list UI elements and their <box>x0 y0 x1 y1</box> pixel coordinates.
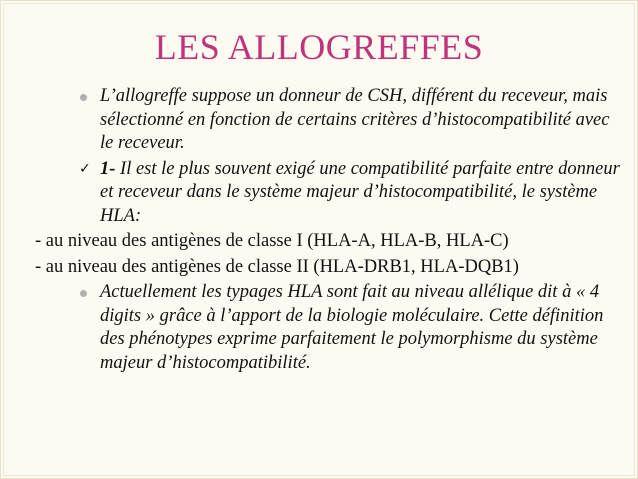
bullet-item-typages <box>79 281 624 375</box>
check-item-text: Il est le plus souvent exigé une compatibilité parfaite entre donneur et receveur dans le système majeur d’histocompatibilité, le système HLA: <box>100 158 620 226</box>
sub-item-text: - au niveau des antigènes de classe I (HLA-A, HLA-B, HLA-C) <box>35 231 509 251</box>
slide-body <box>35 85 624 377</box>
slide-title: LES ALLOGREFFES <box>154 27 484 67</box>
check-item-compatibilite <box>79 158 624 229</box>
sub-item-text: - au niveau des antigènes de classe II (HLA-DRB1, HLA-DQB1) <box>35 256 519 277</box>
bullet-text: Actuellement les typages HLA sont fait au niveau allélique dit à « 4 digits » grâce à l’apport de la biologie moléculaire. Cette définition des phénotypes exprime parfaitement le polymorphisme du système majeur d’histocompatibilité. <box>100 282 604 373</box>
item-number: 1- <box>100 158 116 179</box>
bullet-text: L’allogreffe suppose un donneur de CSH, différent du receveur, mais sélectionné en fonction de certains critères d’histocompatibilité avec le receveur. <box>100 86 610 153</box>
bullet-item-allogreffe <box>79 85 624 156</box>
sub-item-classe-2 <box>19 256 624 280</box>
check-mark-icon: ✓ <box>79 160 91 177</box>
sub-item-classe-1 <box>19 230 624 254</box>
